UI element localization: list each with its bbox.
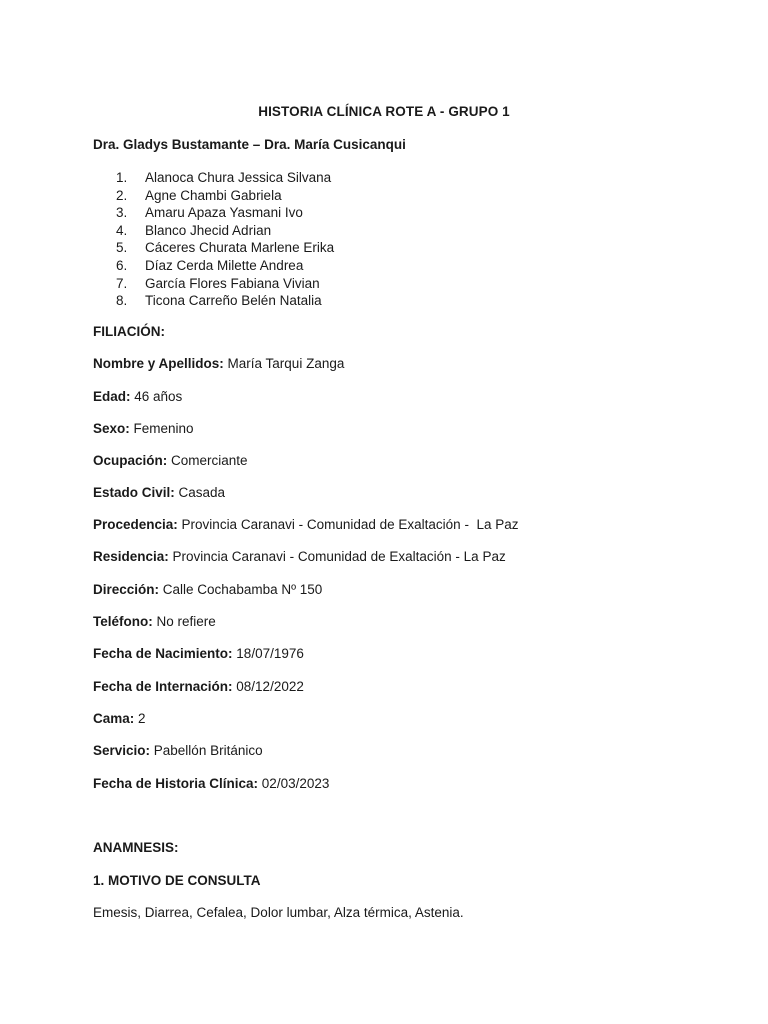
field-ocupacion [93, 453, 248, 468]
field-label: Estado Civil: [93, 485, 175, 500]
list-number: 8. [116, 293, 128, 309]
document-title: HISTORIA CLÍNICA ROTE A - GRUPO 1 [258, 104, 510, 119]
field-sexo [93, 421, 194, 436]
field-procedencia [93, 517, 518, 532]
field-label: Procedencia: [93, 517, 178, 532]
field-edad [93, 389, 182, 404]
field-value: 2 [134, 711, 146, 726]
field-value: Provincia Caranavi - Comunidad de Exaltación - La Paz [168, 549, 506, 564]
field-value: No refiere [152, 614, 216, 629]
field-label: Teléfono: [93, 614, 153, 629]
field-label: Dirección: [93, 582, 160, 597]
field-label: Fecha de Historia Clínica: [93, 776, 259, 791]
field-nombre [93, 356, 344, 371]
field-fecha-historia [93, 776, 329, 791]
field-label: Servicio: [93, 743, 151, 758]
student-name: Ticona Carreño Belén Natalia [145, 293, 322, 309]
list-number: 3. [116, 205, 128, 221]
filiacion-heading: FILIACIÓN: [93, 324, 165, 339]
motivo-text: Emesis, Diarrea, Cefalea, Dolor lumbar, Alza térmica, Astenia. [93, 905, 464, 920]
field-value: 18/07/1976 [232, 646, 304, 661]
list-number: 4. [116, 222, 128, 238]
student-name: Agne Chambi Gabriela [145, 187, 282, 203]
field-estado-civil [93, 485, 225, 500]
student-name: Díaz Cerda Milette Andrea [145, 257, 304, 273]
field-value: 02/03/2023 [258, 776, 330, 791]
student-name: Amaru Apaza Yasmani Ivo [145, 205, 303, 221]
student-name: García Flores Fabiana Vivian [145, 275, 320, 291]
student-name: Cáceres Churata Marlene Erika [145, 240, 335, 256]
list-number: 7. [116, 275, 128, 291]
field-label: Fecha de Nacimiento: [93, 646, 233, 661]
list-number: 1. [116, 170, 128, 185]
field-servicio [93, 743, 263, 758]
field-fecha-internacion [93, 679, 304, 694]
field-label: Edad: [93, 389, 131, 404]
list-number: 2. [116, 187, 128, 203]
field-value: María Tarqui Zanga [223, 356, 345, 371]
field-cama [93, 711, 146, 726]
field-value: Comerciante [167, 453, 248, 468]
field-value: 08/12/2022 [232, 679, 304, 694]
field-label: Sexo: [93, 421, 130, 436]
field-direccion [93, 582, 322, 597]
field-value: Calle Cochabamba Nº 150 [159, 582, 323, 597]
field-label: Nombre y Apellidos: [93, 356, 224, 371]
list-number: 6. [116, 257, 128, 273]
anamnesis-heading: ANAMNESIS: [93, 840, 179, 855]
student-name: Alanoca Chura Jessica Silvana [145, 170, 332, 185]
field-fecha-nacimiento [93, 646, 304, 661]
field-telefono [93, 614, 216, 629]
student-name: Blanco Jhecid Adrian [145, 222, 272, 238]
field-value: Casada [174, 485, 226, 500]
field-value: Provincia Caranavi - Comunidad de Exaltación - La Paz [177, 517, 519, 532]
field-value: Pabellón Británico [150, 743, 263, 758]
field-label: Fecha de Internación: [93, 679, 233, 694]
field-value: Femenino [129, 421, 194, 436]
field-value: 46 años [130, 389, 183, 404]
field-label: Cama: [93, 711, 135, 726]
list-number: 5. [116, 240, 128, 256]
field-residencia [93, 549, 506, 564]
field-label: Residencia: [93, 549, 169, 564]
field-label: Ocupación: [93, 453, 168, 468]
motivo-heading: 1. MOTIVO DE CONSULTA [93, 873, 261, 888]
doctors-line: Dra. Gladys Bustamante – Dra. María Cusicanqui [93, 137, 406, 152]
